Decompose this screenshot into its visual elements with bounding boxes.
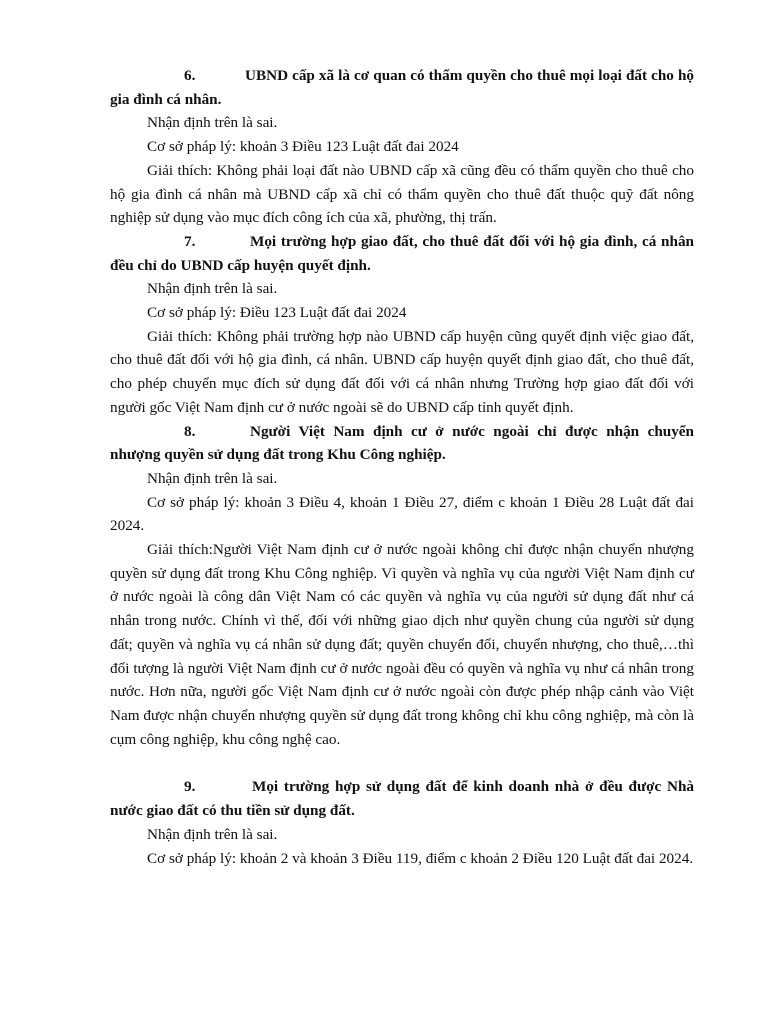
- question-7: [110, 230, 694, 420]
- question-heading: [110, 230, 694, 277]
- verdict: Nhận định trên là sai.: [147, 825, 278, 843]
- verdict: Nhận định trên là sai.: [147, 114, 278, 132]
- explanation: Giải thích:Người Việt Nam định cư ở nước ngoài không chỉ được nhận chuyển nhượng quyền sử dụng đất trong Khu Công nghiệp. Vì quyền và nghĩa vụ của người Việt Nam định cư ở nước ngoài là công dân Việt Nam có các quyền và nghĩa vụ của người sử dụng đất như cá nhân trong nước. Chính vì thế, đối với những giao dịch như quyền chung của người sử dụng đất; quyền và nghĩa vụ cá nhân sử dụng đất; quyền chuyển đổi, chuyển nhượng, cho thuê,…thì đối tượng là người Việt Nam định cư ở nước ngoài đều có quyền và nghĩa vụ như cá nhân trong nước. Hơn nữa, người gốc Việt Nam định cư ở nước ngoài còn được phép nhập cảnh vào Việt Nam được nhận chuyển nhượng quyền sử dụng đất trong không chỉ khu công nghiệp, mà còn là cụm công nghiệp, khu công nghệ cao.: [110, 541, 694, 748]
- question-statement: Mọi trường hợp giao đất, cho thuê đất đối với hộ gia đình, cá nhân đều chỉ do UBND cấp huyện quyết định.: [110, 232, 694, 274]
- question-6: [110, 64, 694, 230]
- explanation: Giải thích: Không phải loại đất nào UBND cấp xã cũng đều có thẩm quyền cho thuê cho hộ gia đình cá nhân mà UBND cấp xã chỉ có thẩm quyền cho thuê đất thuộc quỹ đất nông nghiệp sử dụng vào mục đích công ích của xã, phường, thị trấn.: [110, 161, 694, 227]
- question-number: 8.: [184, 422, 196, 440]
- question-statement: Người Việt Nam định cư ở nước ngoài chỉ được nhận chuyển nhượng quyền sử dụng đất trong Khu Công nghiệp.: [110, 422, 694, 464]
- question-statement: UBND cấp xã là cơ quan có thẩm quyền cho thuê mọi loại đất cho hộ gia đình cá nhân.: [110, 67, 694, 108]
- question-heading: [110, 420, 694, 467]
- question-statement: Mọi trường hợp sử dụng đất để kinh doanh nhà ở đều được Nhà nước giao đất có thu tiền sử dụng đất.: [110, 778, 694, 820]
- legal-basis: Cơ sở pháp lý: Điều 123 Luật đất đai 2024: [147, 304, 407, 322]
- question-number: 7.: [184, 232, 196, 250]
- question-heading: [110, 64, 694, 111]
- verdict: Nhận định trên là sai.: [147, 469, 278, 487]
- legal-basis: Cơ sở pháp lý: khoản 3 Điều 4, khoản 1 Điều 27, điểm c khoản 1 Điều 28 Luật đất đai 2024.: [110, 493, 694, 535]
- legal-basis: Cơ sở pháp lý: khoản 3 Điều 123 Luật đất đai 2024: [147, 138, 459, 156]
- explanation: Giải thích: Không phải trường hợp nào UBND cấp huyện cũng quyết định việc giao đất, cho thuê đất đối với hộ gia đình, cá nhân. UBND cấp huyện quyết định giao đất, cho thuê đất, cho phép chuyển mục đích sử dụng đất đối với cá nhân nhưng Trường hợp giao đất đối với người gốc Việt Nam định cư ở nước ngoài sẽ do UBND cấp tỉnh quyết định.: [110, 327, 694, 416]
- question-9: [110, 775, 694, 870]
- question-number: 9.: [184, 778, 196, 796]
- verdict: Nhận định trên là sai.: [147, 280, 278, 298]
- question-number: 6.: [184, 67, 196, 84]
- question-heading: [110, 775, 694, 822]
- question-8: [110, 420, 694, 752]
- blank-line: [110, 751, 694, 775]
- legal-basis: Cơ sở pháp lý: khoản 2 và khoản 3 Điều 119, điểm c khoản 2 Điều 120 Luật đất đai 2024.: [147, 849, 694, 867]
